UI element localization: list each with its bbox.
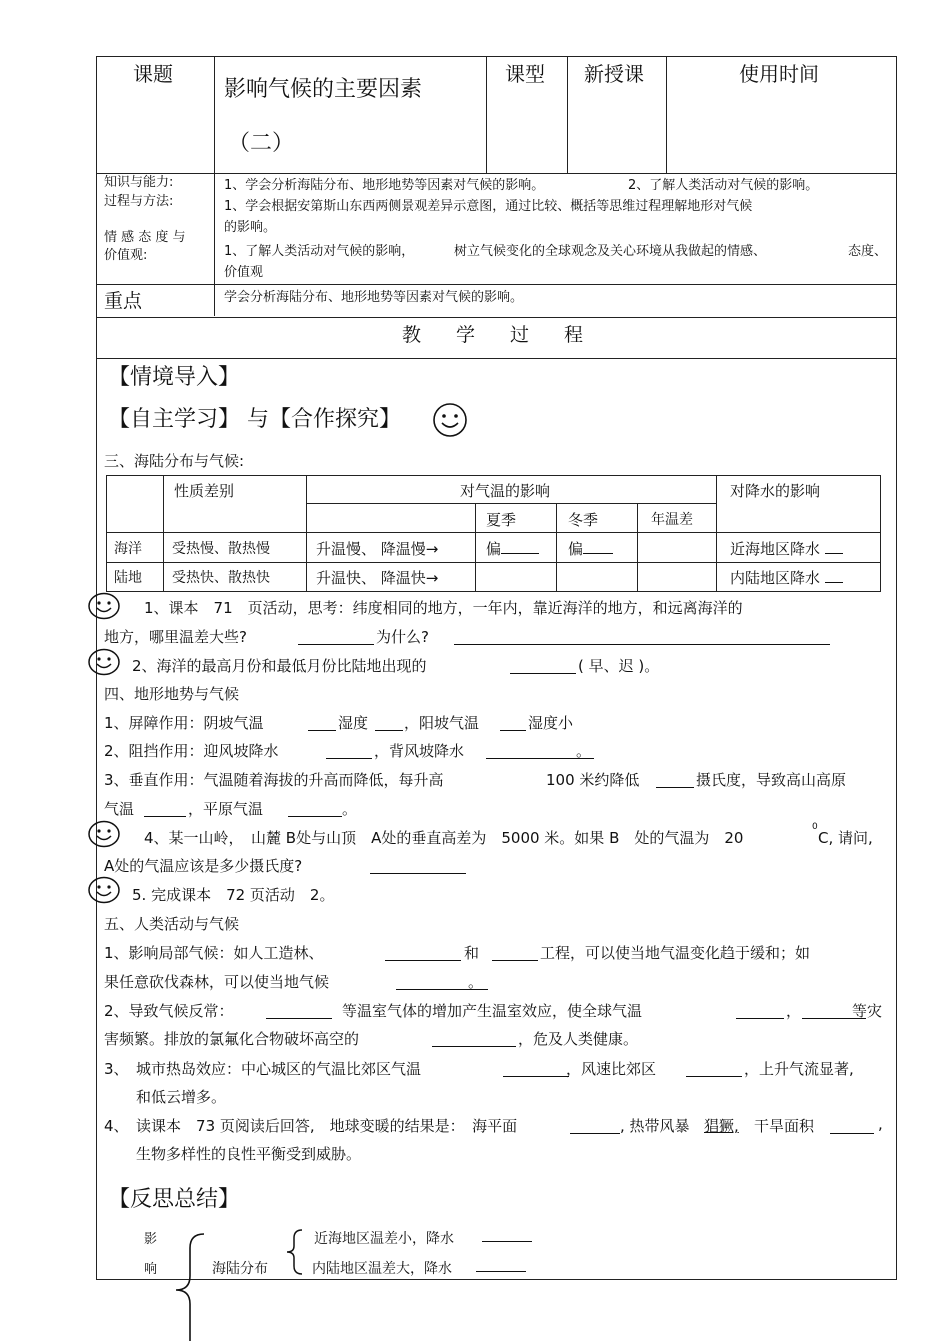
smiley-icon (88, 648, 120, 676)
smiley-icon (88, 592, 120, 620)
t4-sup: 0 (812, 822, 818, 832)
smiley-icon (88, 876, 120, 904)
row-land-property: 受热快、散热快 (172, 570, 270, 586)
blank-t4[interactable] (370, 859, 466, 874)
table-bottom (106, 591, 881, 592)
row-ocean-name: 海洋 (114, 541, 142, 557)
blank-q2[interactable] (510, 659, 576, 674)
q1-line-c: 为什么? (376, 628, 429, 646)
blank-ocean-precip[interactable] (825, 539, 843, 554)
process-bottom-line (96, 358, 897, 359)
row-ocean-summer (486, 538, 539, 559)
table-row-line-1 (306, 503, 717, 504)
h3-a: 3、 城市热岛效应：中心城区的气温比郊区气温 (104, 1060, 422, 1078)
h2-d: 等灾 (852, 1002, 883, 1020)
t5: 5. 完成课本 72 页活动 2。 (132, 886, 335, 904)
time-label: 使用时间 (739, 62, 819, 86)
h4-d: 干旱面积 (754, 1117, 815, 1135)
blank-h2-4[interactable] (432, 1032, 516, 1047)
keypoint-bottom-line (96, 317, 897, 318)
t2-c: 。 (576, 742, 592, 760)
table-header-winter: 冬季 (568, 511, 599, 529)
table-header-temp: 对气温的影响 (460, 482, 551, 500)
row-ocean-precip-text: 近海地区降水 (730, 540, 821, 558)
goals-bottom-line (96, 284, 897, 285)
blank-t2-1[interactable] (326, 744, 372, 759)
row-ocean-winter (568, 538, 613, 559)
row-land-precip-text: 内陆地区降水 (730, 569, 821, 587)
t3-f: 。 (342, 800, 358, 818)
section-reflection: 【反思总结】 (108, 1187, 241, 1212)
big-brace-icon (168, 1232, 208, 1341)
t3-d: 气温 (104, 800, 135, 818)
blank-h3-2[interactable] (686, 1062, 742, 1077)
table-header-range: 年温差 (651, 512, 693, 528)
row-land-temp: 升温快、 降温快→ (316, 569, 439, 587)
table-header-property: 性质差别 (174, 482, 235, 500)
keypoint-text: 学会分析海陆分布、地形地势等因素对气候的影响。 (224, 290, 524, 305)
blank-h2-1[interactable] (266, 1004, 332, 1019)
blank-ocean-summer[interactable] (501, 539, 539, 554)
table-col-6 (716, 475, 717, 592)
t2-a: 2、阻挡作用：迎风坡降水 (104, 742, 279, 760)
summary-branch: 海陆分布 (212, 1261, 268, 1277)
keypoint-label: 重点 (104, 290, 143, 312)
header-divider-3 (567, 56, 568, 173)
type-value: 新授课 (584, 62, 644, 86)
blank-t3-2[interactable] (144, 802, 186, 817)
t1-c: ，阳坡气温 (404, 714, 480, 732)
process-title: 教 学 过 程 (402, 324, 592, 346)
table-top (106, 475, 881, 476)
h2-b: 等温室气体的增加产生温室效应，使全球气温 (342, 1002, 643, 1020)
h1-b: 和 (464, 944, 480, 962)
h3-b: ，风速比郊区 (566, 1060, 657, 1078)
blank-q1-where[interactable] (298, 630, 374, 645)
goal-line4b: 树立气候变化的全球观念及关心环境从我做起的情感、 (454, 244, 767, 259)
topic-value-line2: （二） (228, 131, 295, 156)
blank-h2-2[interactable] (736, 1004, 784, 1019)
goal-label-emotion-1: 情 感 态 度 与 (104, 230, 186, 245)
frame-bottom (96, 1279, 897, 1280)
h3-c: ，上升气流显著, (744, 1060, 854, 1078)
topic-value-line1: 影响气候的主要因素 (224, 77, 423, 102)
t4-b: C, 请问, (818, 829, 873, 847)
goal-line4: 1、了解人类活动对气候的影响， (224, 244, 415, 259)
h4-a: 4、 读课本 73 页阅读后回答, 地球变暖的结果是： 海平面 (104, 1117, 518, 1135)
q1-line-a: 1、课本 71 页活动，思考：纬度相同的地方，一年内，靠近海洋的地方，和远离海洋的 (144, 599, 743, 617)
blank-t1-1[interactable] (308, 716, 336, 731)
blank-t1-3[interactable] (500, 716, 526, 731)
h3-d: 和低云增多。 (136, 1088, 227, 1106)
t1-d: 湿度小 (528, 714, 574, 732)
h4-f: 生物多样性的良性平衡受到威胁。 (136, 1145, 362, 1163)
blank-h1-1[interactable] (385, 946, 461, 961)
t4-c: A处的气温应该是多少摄氏度? (104, 857, 303, 875)
section-land-sea-title: 三、海陆分布与气候: (104, 452, 245, 470)
t4-a: 4、某一山岭， 山麓 B处与山顶 A处的垂直高差为 5000 米。如果 B 处的气温为 20 (144, 829, 744, 847)
blank-t1-2[interactable] (375, 716, 403, 731)
table-row-line-3 (106, 562, 881, 563)
table-col-2 (306, 475, 307, 592)
goal-line2: 1、学会根据安第斯山东西两侧景观差异示意图，通过比较、概括等思维过程理解地形对气候 (224, 199, 753, 214)
h2-c: ， (786, 1002, 802, 1020)
q2-line-a: 2、海洋的最高月份和最低月份比陆地出现的 (132, 657, 427, 675)
type-label: 课型 (505, 62, 545, 86)
section-intro: 【情境导入】 (108, 365, 241, 390)
goal-line3: 的影响。 (224, 220, 277, 235)
row-land-name: 陆地 (114, 570, 142, 586)
t1-a: 1、屏障作用：阴坡气温 (104, 714, 264, 732)
q2-line-b: ( 早、迟 )。 (578, 657, 660, 675)
table-col-5 (637, 503, 638, 592)
blank-summary-2[interactable] (476, 1261, 526, 1272)
section-self-study: 【自主学习】 与【合作探究】 (108, 407, 401, 432)
blank-h3-1[interactable] (503, 1062, 569, 1077)
smiley-icon (88, 820, 120, 848)
h4-e: , (878, 1115, 883, 1133)
blank-h1-2[interactable] (492, 946, 538, 961)
h1-e: 。 (468, 973, 484, 991)
goal-label-process: 过程与方法: (104, 194, 174, 209)
goal-label-emotion-2: 价值观: (104, 248, 148, 263)
small-brace-icon (284, 1228, 306, 1276)
goal-line1b: 2、了解人类活动对气候的影响。 (628, 178, 819, 193)
t2-b: ，背风坡降水 (374, 742, 465, 760)
row-ocean-property: 受热慢、散热慢 (172, 541, 270, 557)
goal-line5: 价值观 (224, 265, 264, 280)
t3-e: ，平原气温 (188, 800, 264, 818)
table-col-1 (163, 475, 164, 592)
row-ocean-precip (730, 538, 843, 559)
q1-line-b: 地方，哪里温差大些? (104, 628, 247, 646)
t1-b: 湿度 (338, 714, 369, 732)
h2-a: 2、导致气候反常： (104, 1002, 234, 1020)
blank-ocean-winter[interactable] (583, 539, 613, 554)
table-col-0 (106, 475, 107, 592)
header-divider-4 (666, 56, 667, 173)
blank-t3-3[interactable] (288, 802, 342, 817)
blank-summary-1[interactable] (482, 1231, 532, 1242)
table-row-line-2 (106, 532, 881, 533)
goal-label-knowledge: 知识与能力: (104, 175, 174, 190)
h4-c: 猖獗, (704, 1117, 739, 1135)
table-col-7 (880, 475, 881, 592)
row-ocean-winter-text: 偏 (568, 540, 584, 558)
summary-left-2: 响 (144, 1262, 158, 1277)
row-ocean-summer-text: 偏 (486, 540, 502, 558)
goal-line4c: 态度、 (848, 244, 888, 259)
table-col-4 (556, 503, 557, 592)
summary-left-1: 影 (144, 1232, 158, 1247)
h4-b: , 热带风暴 (620, 1117, 690, 1135)
frame-top (96, 56, 897, 57)
h2-f: ，危及人类健康。 (518, 1030, 639, 1048)
t3-b: 100 米约降低 (546, 771, 640, 789)
blank-h4-1[interactable] (570, 1119, 620, 1134)
summary-item2: 内陆地区温差大，降水 (312, 1261, 452, 1277)
blank-land-precip[interactable] (825, 568, 843, 583)
topic-label: 课题 (133, 62, 173, 86)
h1-c: 工程，可以使当地气温变化趋于缓和；如 (540, 944, 811, 962)
summary-item1: 近海地区温差小，降水 (314, 1231, 454, 1247)
frame-right (896, 56, 897, 1280)
goal-line1: 1、学会分析海陆分布、地形地势等因素对气候的影响。 (224, 178, 545, 193)
row-land-precip (730, 567, 843, 588)
t3-c: 摄氏度，导致高山高原 (696, 771, 847, 789)
smiley-icon (432, 402, 468, 438)
header-divider-2 (486, 56, 487, 173)
table-header-summer: 夏季 (486, 511, 517, 529)
blank-q1-why[interactable] (454, 630, 830, 645)
header-divider-1 (214, 56, 215, 316)
blank-h4-2[interactable] (830, 1119, 874, 1134)
section-human-title: 五、人类活动与气候 (104, 915, 240, 933)
h2-e: 害频繁。排放的氯氟化合物破坏高空的 (104, 1030, 360, 1048)
h1-a: 1、影响局部气候：如人工造林、 (104, 944, 324, 962)
t3-a: 3、垂直作用：气温随着海拔的升高而降低，每升高 (104, 771, 444, 789)
table-col-3 (475, 503, 476, 592)
table-header-precip: 对降水的影响 (730, 482, 821, 500)
section-terrain-title: 四、地形地势与气候 (104, 685, 240, 703)
row-ocean-temp: 升温慢、 降温慢→ (316, 540, 439, 558)
h1-d: 果任意砍伐森林，可以使当地气候 (104, 973, 330, 991)
blank-t3-1[interactable] (656, 773, 694, 788)
